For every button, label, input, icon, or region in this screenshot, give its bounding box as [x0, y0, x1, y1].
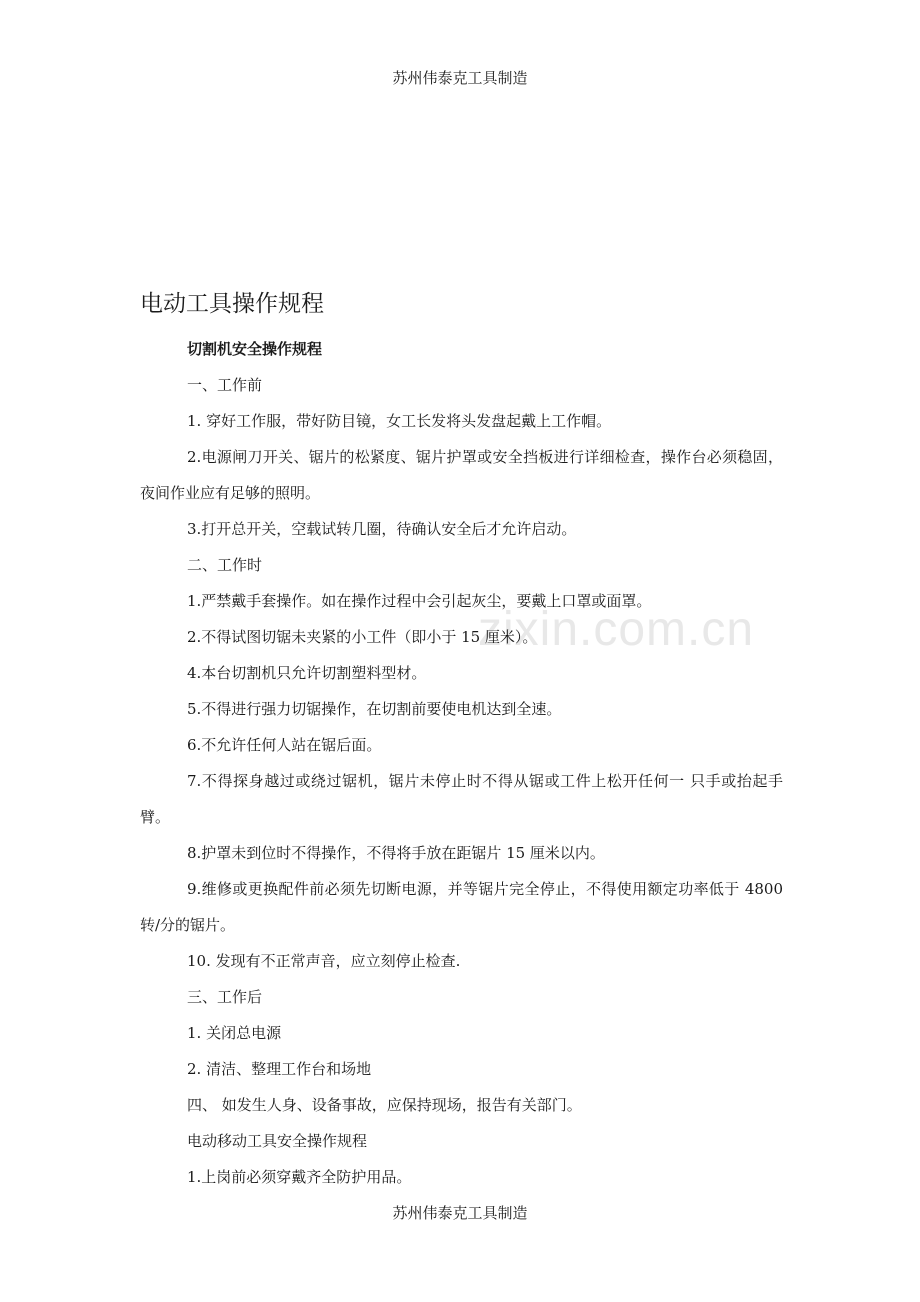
paragraph: 2.不得试图切锯未夹紧的小工件（即小于 15 厘米）。: [187, 628, 538, 646]
paragraph: 9.维修或更换配件前必须先切断电源，并等锯片完全停止，不得使用额定功率低于 4800 转/分的锯片。: [140, 880, 783, 934]
watermark: zixin.com.cn: [478, 603, 755, 656]
page-footer: 苏州伟泰克工具制造: [392, 1204, 528, 1222]
paragraph: 3.打开总开关，空载试转几圈，待确认安全后才允许启动。: [187, 520, 577, 538]
paragraph: 4.本台切割机只允许切割塑料型材。: [187, 664, 427, 682]
paragraph: 2. 清洁、整理工作台和场地: [187, 1060, 372, 1078]
paragraph: 8.护罩未到位时不得操作，不得将手放在距锯片 15 厘米以内。: [187, 844, 605, 862]
paragraph: 1.严禁戴手套操作。如在操作过程中会引起灰尘，要戴上口罩或面罩。: [187, 592, 652, 610]
paragraph: 10. 发现有不正常声音，应立刻停止检查.: [187, 952, 461, 970]
page-header: 苏州伟泰克工具制造: [392, 69, 528, 87]
section-heading-mobile-tools: 电动移动工具安全操作规程: [187, 1132, 368, 1150]
document-body: [140, 331, 783, 1195]
paragraph: 5.不得进行强力切锯操作，在切割前要使电机达到全速。: [187, 700, 562, 718]
paragraph: 6.不允许任何人站在锯后面。: [187, 736, 382, 754]
paragraph: 1. 穿好工作服，带好防目镜，女工长发将头发盘起戴上工作帽。: [187, 412, 612, 430]
paragraph: 2.电源闸刀开关、锯片的松紧度、锯片护罩或安全挡板进行详细检查，操作台必须稳固，夜间作业应有足够的照明。: [140, 448, 783, 502]
paragraph: 四、 如发生人身、设备事故，应保持现场，报告有关部门。: [187, 1096, 582, 1114]
paragraph: 1. 关闭总电源: [187, 1024, 282, 1042]
subheading-before-work: 一、工作前: [187, 376, 263, 394]
section-heading-cutter: 切割机安全操作规程: [187, 340, 323, 358]
document-title: 电动工具操作规程: [140, 291, 324, 317]
subheading-during-work: 二、工作时: [187, 556, 263, 574]
subheading-after-work: 三、工作后: [187, 988, 263, 1006]
paragraph: 1.上岗前必须穿戴齐全防护用品。: [187, 1168, 412, 1186]
paragraph: 7.不得探身越过或绕过锯机，锯片未停止时不得从锯或工件上松开任何一 只手或抬起手臂。: [140, 772, 783, 826]
